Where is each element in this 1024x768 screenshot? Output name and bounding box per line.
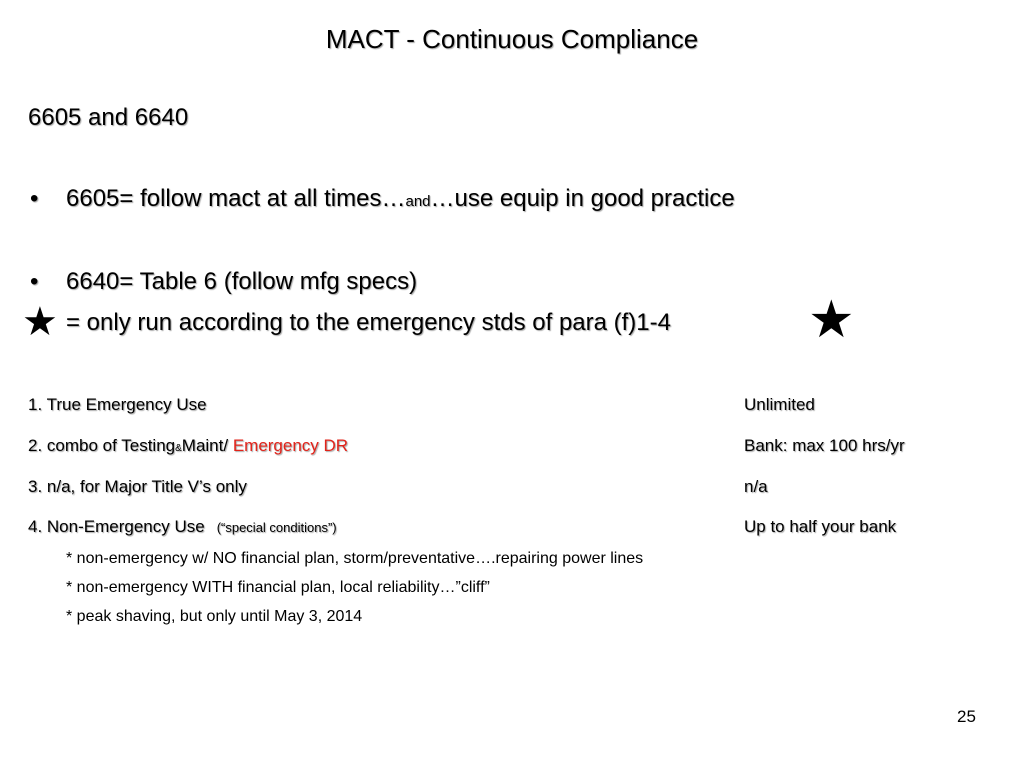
list-item-4-left [28,517,337,537]
bullet-dot-icon: • [30,268,39,295]
list-item-1-right: Unlimited [744,395,815,414]
bullet-6605 [30,185,735,213]
bullet-6605-prefix: 6605= follow mact at all times… [66,185,406,212]
list-item-2-text-b: Maint/ [181,436,233,455]
star-icon: ★ [22,300,58,344]
list-item-2-amp: & [175,443,182,454]
list-item-4-text: 4. Non-Emergency Use [28,517,205,536]
slide-title: MACT - Continuous Compliance [325,24,699,54]
bullet-6640-line2: = only run according to the emergency stds of para (f)1-4 [66,309,671,336]
bullet-6640-line1: 6640= Table 6 (follow mfg specs) [66,268,418,295]
list-item-2-emergency-dr: Emergency DR [232,436,349,455]
sub-item-1: * non-emergency w/ NO financial plan, storm/preventative….repairing power lines [66,550,644,567]
list-item-4-note: (“special conditions”) [216,520,337,535]
list-item-3-left: 3. n/a, for Major Title V’s only [28,477,247,496]
list-item-3-right: n/a [744,477,768,496]
star-icon: ★ [808,291,855,349]
list-item-2-text-a: 2. combo of Testing [28,436,176,455]
sub-item-2: * non-emergency WITH financial plan, local reliability…”cliff” [66,579,490,596]
list-item-1-left: 1. True Emergency Use [28,395,207,414]
list-item-2-left [28,436,348,456]
slide-subtitle: 6605 and 6640 [28,104,189,131]
bullet-6605-and: and [405,193,431,210]
list-item-4-right: Up to half your bank [744,517,897,536]
sub-item-3: * peak shaving, but only until May 3, 2014 [66,608,363,625]
bullet-6605-suffix: …use equip in good practice [430,185,735,212]
bullet-dot-icon: • [30,185,39,212]
bullet-6640 [30,268,417,296]
list-item-2-right: Bank: max 100 hrs/yr [744,436,905,455]
page-number: 25 [957,707,976,726]
